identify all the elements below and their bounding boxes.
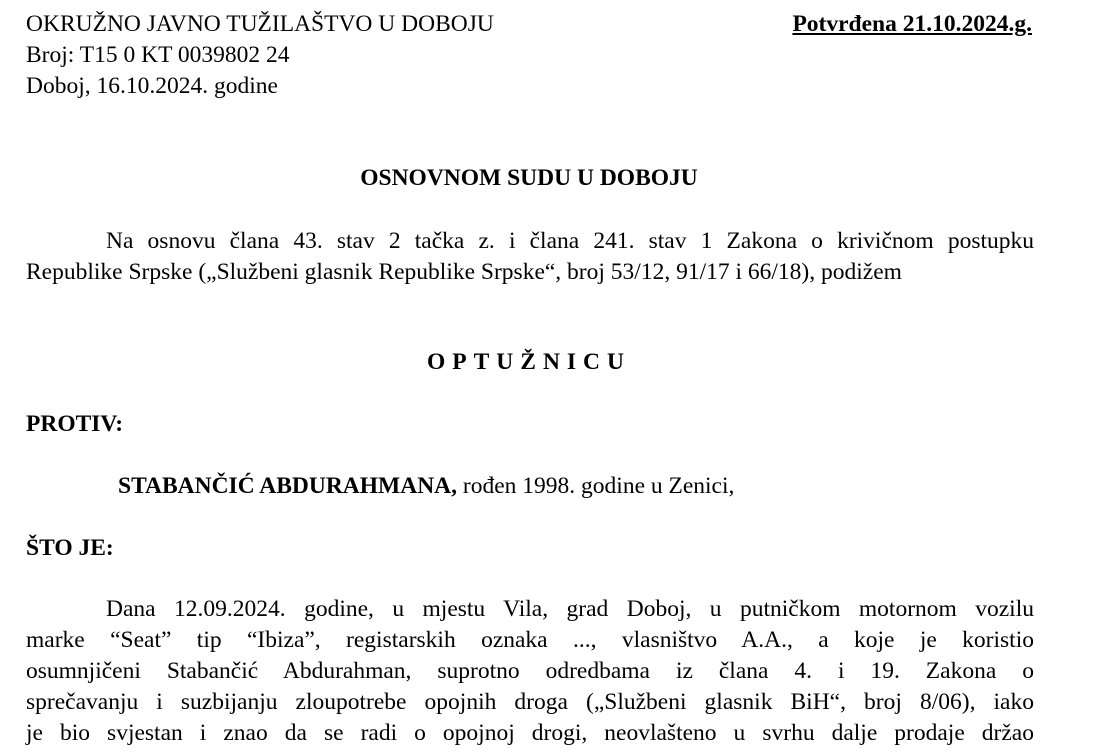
intro-line-1: Na osnovu člana 43. stav 2 tačka z. i člana 241. stav 1 Zakona o krivičnom postupku	[106, 228, 1034, 254]
defendant-details: rođen 1998. godine u Zenici,	[457, 473, 735, 499]
place-and-date: Doboj, 16.10.2024. godine	[26, 73, 278, 99]
addressee-court: OSNOVNOM SUDU U DOBOJU	[360, 165, 698, 191]
facts-line-1: Dana 12.09.2024. godine, u mjestu Vila, grad Doboj, u putničkom motornom vozilu	[106, 596, 1034, 622]
defendant-name: STABANČIĆ ABDURAHMANA,	[118, 473, 458, 499]
confirmation-stamp: Potvrđena 21.10.2024.g.	[792, 11, 1032, 37]
document-type-heading: OPTUŽNICU	[426, 349, 631, 375]
facts-line-3: osumnjičeni Stabančić Abdurahman, suprotno odredbama iz člana 4. i 19. Zakona o	[26, 658, 1034, 684]
facts-line-2: marke “Seat” tip “Ibiza”, registarskih oznaka ..., vlasništvo A.A., a koje je koristio	[26, 627, 1034, 653]
case-number: Broj: T15 0 KT 0039802 24	[26, 42, 290, 68]
facts-paragraph	[26, 594, 1034, 749]
facts-line-4: sprečavanju i suzbijanju zloupotrebe opojnih droga („Službeni glasnik BiH“, broj 8/06), iako	[26, 689, 1034, 715]
intro-line-2: Republike Srpske („Službeni glasnik Republike Srpske“, broj 53/12, 91/17 i 66/18), podižem	[26, 259, 902, 285]
intro-paragraph	[26, 226, 1034, 288]
facts-line-5: je bio svjestan i znao da se radi o opojnoj drogi, neovlašteno u svrhu dalje prodaje držao	[26, 720, 1034, 746]
what-label: ŠTO JE:	[26, 535, 114, 561]
prosecutor-office-name: OKRUŽNO JAVNO TUŽILAŠTVO U DOBOJU	[26, 11, 494, 37]
against-label: PROTIV:	[26, 411, 124, 437]
defendant-line	[118, 471, 734, 502]
